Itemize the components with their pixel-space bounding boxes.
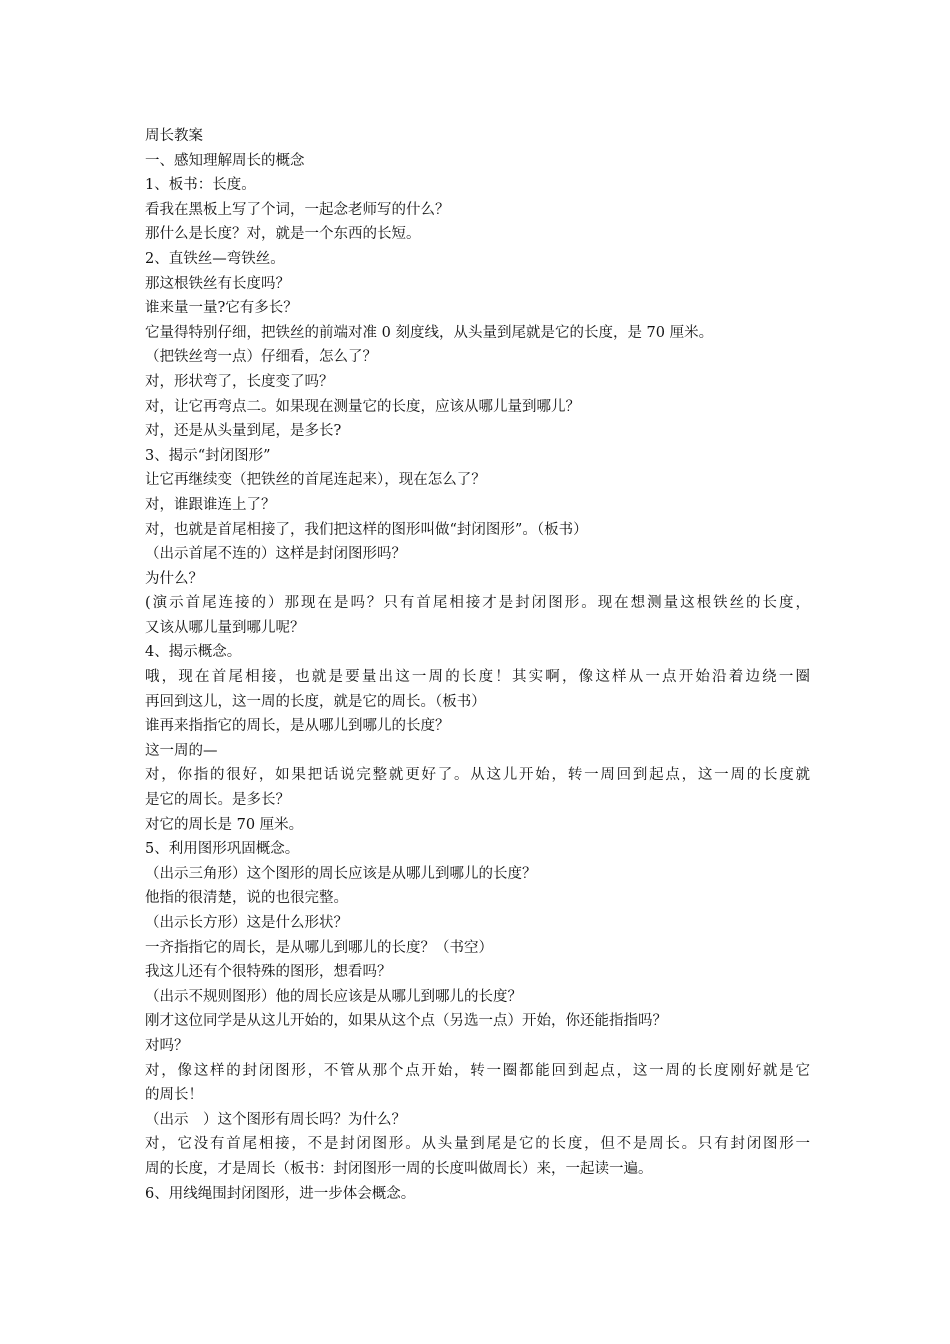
text-line: 哦，现在首尾相接，也就是要量出这一周的长度！其实啊，像这样从一点开始沿着边绕一圈 xyxy=(145,669,810,686)
text-line: 这一周的— xyxy=(145,742,218,759)
text-line: 对，也就是首尾相接了，我们把这样的图形叫做“封闭图形”。（板书） xyxy=(145,521,588,538)
text-line: 看我在黑板上写了个词，一起念老师写的什么？ xyxy=(145,201,450,218)
text-line: （把铁丝弯一点）仔细看，怎么了？ xyxy=(145,349,377,366)
text-line: 我这儿还有个很特殊的图形，想看吗？ xyxy=(145,964,392,981)
text-line: 那这根铁丝有长度吗？ xyxy=(145,275,290,292)
text-line: 那什么是长度？对，就是一个东西的长短。 xyxy=(145,226,421,243)
text-line: 4、揭示概念。 xyxy=(145,644,242,661)
text-line: 的周长！ xyxy=(145,1087,203,1104)
text-line: （出示首尾不连的）这样是封闭图形吗？ xyxy=(145,546,406,563)
text-line: 一、感知理解周长的概念 xyxy=(145,152,305,169)
text-line: 2、直铁丝—弯铁丝。 xyxy=(145,250,285,267)
text-line: 周长教案 xyxy=(145,128,203,144)
text-line: 对吗？ xyxy=(145,1037,189,1054)
text-line: 对它的周长是 70 厘米。 xyxy=(145,816,304,833)
text-line: （出示不规则图形）他的周长应该是从哪儿到哪儿的长度？ xyxy=(145,988,522,1005)
text-line: 对，你指的很好，如果把话说完整就更好了。从这儿开始，转一周回到起点，这一周的长度就 xyxy=(145,767,810,784)
text-line: 为什么？ xyxy=(145,570,203,587)
text-line: 对，让它再弯点二。如果现在测量它的长度，应该从哪儿量到哪儿？ xyxy=(145,398,580,415)
text-line: 5、利用图形巩固概念。 xyxy=(145,841,300,858)
text-line: 刚才这位同学是从这儿开始的，如果从这个点（另选一点）开始，你还能指指吗？ xyxy=(145,1013,667,1030)
text-line: 对，像这样的封闭图形，不管从那个点开始，转一圈都能回到起点，这一周的长度刚好就是它 xyxy=(145,1062,810,1079)
text-line: 它量得特别仔细，把铁丝的前端对准 0 刻度线，从头量到尾就是它的长度，是 70 厘米。 xyxy=(145,324,714,341)
text-line: 3、揭示“封闭图形” xyxy=(145,447,271,464)
text-line: （出示三角形）这个图形的周长应该是从哪儿到哪儿的长度？ xyxy=(145,865,537,882)
text-line: 是它的周长。是多长？ xyxy=(145,792,290,809)
text-line: （出示 ）这个图形有周长吗？为什么？ xyxy=(145,1111,406,1128)
text-line: 周的长度，才是周长（板书：封闭图形一周的长度叫做周长）来，一起读一遍。 xyxy=(145,1160,653,1177)
text-line: 1、板书：长度。 xyxy=(145,177,256,194)
text-line: （出示长方形）这是什么形状？ xyxy=(145,915,348,931)
text-line: 6、用线绳围封闭图形，进一步体会概念。 xyxy=(145,1185,416,1202)
text-line: 谁再来指指它的周长，是从哪儿到哪儿的长度？ xyxy=(145,718,450,735)
text-line: 对，还是从头量到尾，是多长? xyxy=(145,423,342,440)
text-line: 对，谁跟谁连上了？ xyxy=(145,496,276,513)
document-body xyxy=(145,124,810,1206)
text-line: 他指的很清楚，说的也很完整。 xyxy=(145,890,348,907)
text-line: 对，形状弯了，长度变了吗？ xyxy=(145,373,334,390)
text-line: 对，它没有首尾相接，不是封闭图形。从头量到尾是它的长度，但不是周长。只有封闭图形一 xyxy=(145,1136,810,1153)
text-line: 一齐指指它的周长，是从哪儿到哪儿的长度？（书空） xyxy=(145,939,493,956)
text-line: 谁来量一量?它有多长？ xyxy=(145,300,298,317)
text-line: 让它再继续变（把铁丝的首尾连起来），现在怎么了？ xyxy=(145,472,486,489)
text-line: 又该从哪儿量到哪儿呢？ xyxy=(145,619,305,636)
text-line: 再回到这儿，这一周的长度，就是它的周长。（板书） xyxy=(145,693,486,710)
text-line: (演示首尾连接的）那现在是吗？只有首尾相接才是封闭图形。现在想测量这根铁丝的长度， xyxy=(145,595,810,612)
